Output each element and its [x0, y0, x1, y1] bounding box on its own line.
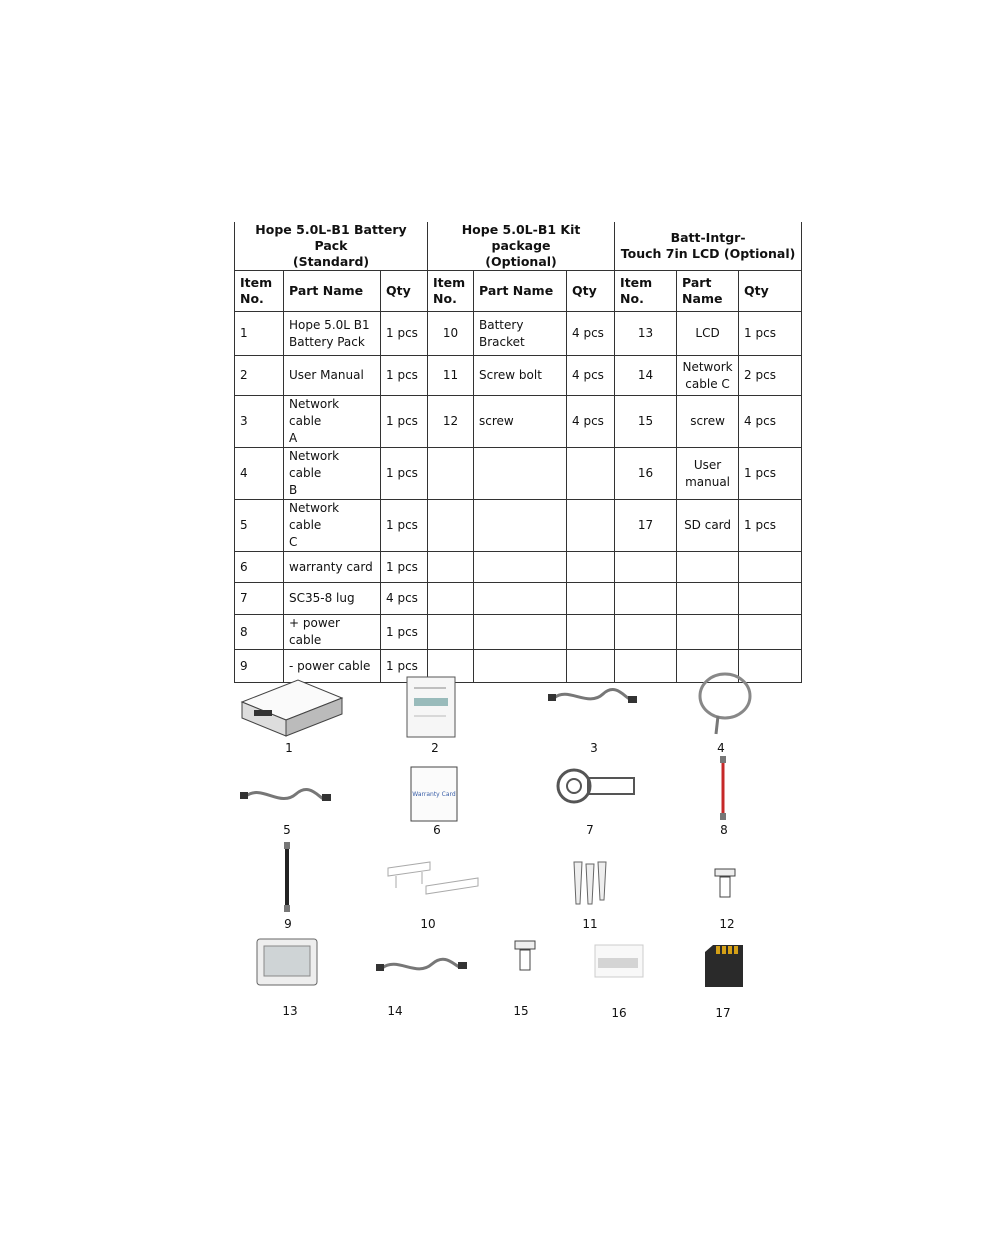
figure-label: 8: [720, 823, 728, 837]
cell-item-no: [615, 650, 677, 683]
cell-qty: 1 pcs: [381, 552, 428, 583]
group-header-standard: Hope 5.0L-B1 Battery Pack (Standard): [235, 222, 428, 271]
group-header-row: [235, 222, 802, 271]
cell-part-name: SD card: [677, 500, 739, 552]
figure-label: 15: [513, 1004, 529, 1018]
cell-item-no: [428, 583, 474, 615]
figure-label: 10: [420, 917, 436, 931]
cell-part-name: LCD: [677, 312, 739, 356]
col-part-name: Part Name: [677, 271, 739, 312]
cell-qty: 1 pcs: [381, 312, 428, 356]
cell-item-no: 10: [428, 312, 474, 356]
cell-part-name: screw: [677, 396, 739, 448]
cell-part-name: Network cable C: [677, 356, 739, 396]
screw-bolt-icon: [568, 860, 612, 906]
svg-text:Warranty Card: Warranty Card: [412, 791, 456, 798]
figure-label: 6: [433, 823, 441, 837]
cell-qty: 4 pcs: [567, 312, 615, 356]
cell-item-no: 6: [235, 552, 284, 583]
cell-qty: 4 pcs: [739, 396, 802, 448]
cell-item-no: 2: [235, 356, 284, 396]
cell-qty: 1 pcs: [381, 650, 428, 683]
cell-part-name: [474, 650, 567, 683]
sd-card-icon: [704, 944, 744, 988]
cell-item-no: [615, 583, 677, 615]
cell-part-name: [677, 615, 739, 650]
cell-item-no: [428, 615, 474, 650]
table-row: [235, 396, 802, 448]
figure-label: 2: [431, 741, 439, 755]
ring-lug-icon: [556, 766, 640, 806]
figure-label: 9: [284, 917, 292, 931]
cell-part-name: + power cable: [284, 615, 381, 650]
cell-item-no: 3: [235, 396, 284, 448]
cell-part-name: User manual: [677, 448, 739, 500]
column-header-row: [235, 271, 802, 312]
cell-part-name: Screw bolt: [474, 356, 567, 396]
cell-part-name: User Manual: [284, 356, 381, 396]
group-header-lcd: Batt-Intgr- Touch 7in LCD (Optional): [615, 222, 802, 271]
cell-part-name: [474, 583, 567, 615]
cell-qty: 1 pcs: [381, 448, 428, 500]
user-manual-icon: [594, 944, 644, 978]
warranty-card-icon: [410, 766, 458, 822]
red-power-cable-icon: [716, 756, 730, 820]
figure-label: 11: [582, 917, 598, 931]
battery-pack-icon: [240, 674, 344, 738]
cell-item-no: [615, 615, 677, 650]
cell-qty: 1 pcs: [381, 500, 428, 552]
cell-part-name: SC35-8 lug: [284, 583, 381, 615]
figure-label: 7: [586, 823, 594, 837]
cell-item-no: 12: [428, 396, 474, 448]
parts-rows: [235, 312, 802, 683]
table-row: [235, 500, 802, 552]
cell-item-no: 13: [615, 312, 677, 356]
cell-qty: [739, 583, 802, 615]
black-power-cable-icon: [280, 842, 294, 912]
cell-qty: [567, 615, 615, 650]
cell-item-no: 15: [615, 396, 677, 448]
cell-qty: [567, 552, 615, 583]
cell-qty: 1 pcs: [381, 615, 428, 650]
cell-part-name: Network cable A: [284, 396, 381, 448]
table-row: [235, 312, 802, 356]
figure-label: 16: [611, 1006, 627, 1020]
cell-item-no: 11: [428, 356, 474, 396]
cell-part-name: warranty card: [284, 552, 381, 583]
network-cable-icon: [376, 952, 468, 980]
cell-qty: 4 pcs: [567, 396, 615, 448]
cell-item-no: [428, 448, 474, 500]
cell-qty: 4 pcs: [567, 356, 615, 396]
cell-item-no: [428, 552, 474, 583]
figure-label: 12: [719, 917, 735, 931]
col-qty: Qty: [567, 271, 615, 312]
cell-qty: 1 pcs: [381, 396, 428, 448]
cell-item-no: 9: [235, 650, 284, 683]
cell-item-no: 17: [615, 500, 677, 552]
col-item-no: Item No.: [235, 271, 284, 312]
cell-part-name: - power cable: [284, 650, 381, 683]
col-item-no: Item No.: [428, 271, 474, 312]
figure-label: 14: [387, 1004, 403, 1018]
cell-item-no: 1: [235, 312, 284, 356]
cell-item-no: 5: [235, 500, 284, 552]
battery-bracket-icon: [386, 858, 482, 898]
group-header-kit: Hope 5.0L-B1 Kit package (Optional): [428, 222, 615, 271]
network-cable-coil-icon: [694, 670, 756, 738]
cell-qty: 2 pcs: [739, 356, 802, 396]
cell-qty: [567, 448, 615, 500]
cell-qty: [739, 615, 802, 650]
lcd-screen-icon: [256, 938, 320, 988]
table-row: [235, 615, 802, 650]
table-row: [235, 356, 802, 396]
cell-item-no: 8: [235, 615, 284, 650]
figure-label: 3: [590, 741, 598, 755]
cell-part-name: [474, 615, 567, 650]
cell-part-name: [474, 552, 567, 583]
table-row: [235, 552, 802, 583]
cell-part-name: [474, 448, 567, 500]
col-part-name: Part Name: [474, 271, 567, 312]
network-cable-icon: [240, 782, 332, 810]
col-qty: Qty: [381, 271, 428, 312]
cell-qty: 4 pcs: [381, 583, 428, 615]
cell-qty: [567, 500, 615, 552]
table-row: [235, 448, 802, 500]
cell-item-no: 7: [235, 583, 284, 615]
cell-qty: 1 pcs: [739, 312, 802, 356]
cell-part-name: [474, 500, 567, 552]
cell-qty: 1 pcs: [381, 356, 428, 396]
cell-qty: [567, 583, 615, 615]
parts-list-table: [234, 222, 802, 683]
col-item-no: Item No.: [615, 271, 677, 312]
cell-qty: 1 pcs: [739, 500, 802, 552]
cell-qty: 1 pcs: [739, 448, 802, 500]
screw-icon: [712, 868, 738, 900]
figure-label: 4: [717, 741, 725, 755]
user-manual-icon: [406, 676, 456, 738]
cell-part-name: [677, 583, 739, 615]
cell-item-no: [615, 552, 677, 583]
figure-label: 1: [285, 741, 293, 755]
cell-item-no: [428, 500, 474, 552]
figure-label: 5: [283, 823, 291, 837]
cell-part-name: [677, 552, 739, 583]
table-row: [235, 583, 802, 615]
cell-qty: [567, 650, 615, 683]
col-part-name: Part Name: [284, 271, 381, 312]
screw-icon: [512, 940, 538, 974]
cell-part-name: Hope 5.0L B1 Battery Pack: [284, 312, 381, 356]
cell-qty: [739, 552, 802, 583]
figure-label: 17: [715, 1006, 731, 1020]
cell-part-name: Network cable C: [284, 500, 381, 552]
cell-part-name: Battery Bracket: [474, 312, 567, 356]
col-qty: Qty: [739, 271, 802, 312]
cell-item-no: 16: [615, 448, 677, 500]
figure-label: 13: [282, 1004, 298, 1018]
cell-part-name: Network cable B: [284, 448, 381, 500]
cell-item-no: 4: [235, 448, 284, 500]
cell-part-name: screw: [474, 396, 567, 448]
network-cable-icon: [548, 684, 638, 710]
cell-item-no: 14: [615, 356, 677, 396]
